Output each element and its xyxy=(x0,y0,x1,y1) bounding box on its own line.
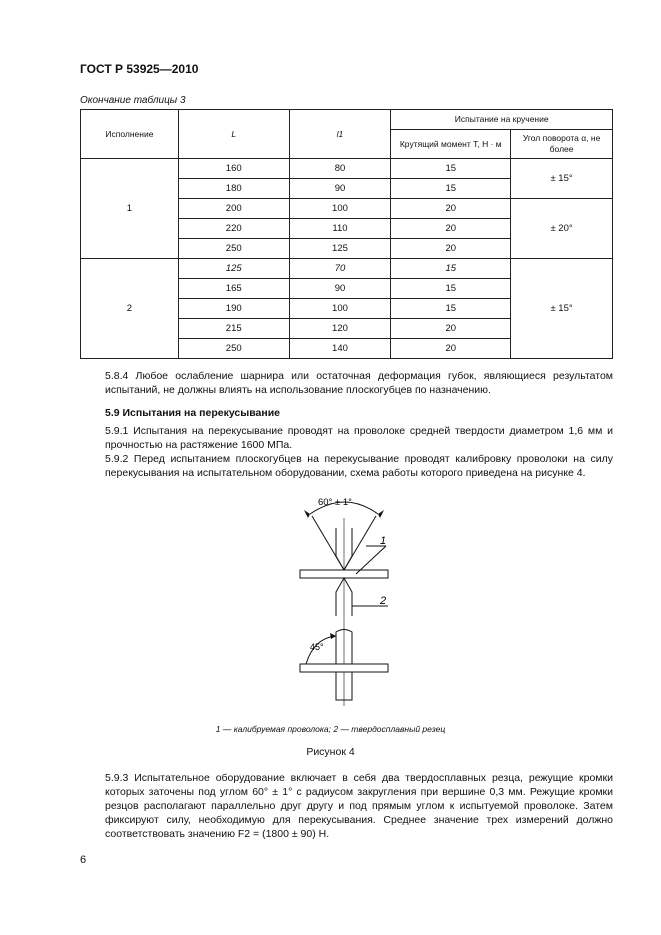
paragraph-5-8-4 xyxy=(80,369,613,397)
execution-cell: 2 xyxy=(81,259,179,359)
cell-l1: 80 xyxy=(289,159,391,179)
cell-torque: 20 xyxy=(391,199,511,219)
cell-torque: 15 xyxy=(391,179,511,199)
cell-torque: 15 xyxy=(391,299,511,319)
figure-legend: 1 — калибруемая проволока; 2 — твердосплавный резец xyxy=(215,724,446,734)
cell-torque: 15 xyxy=(391,279,511,299)
header-torsion-test: Испытание на кручение xyxy=(391,110,613,130)
cell-l1: 90 xyxy=(289,279,391,299)
cell-l1: 100 xyxy=(289,299,391,319)
figure-4-diagram xyxy=(290,492,410,712)
cell-torque: 20 xyxy=(391,219,511,239)
cell-l1: 100 xyxy=(289,199,391,219)
cell-l1: 140 xyxy=(289,339,391,359)
cell-torque: 15 xyxy=(391,159,511,179)
angle-label: 60° ± 1° xyxy=(318,497,352,508)
calibrated-wire xyxy=(300,570,388,578)
cell-L: 215 xyxy=(178,319,289,339)
paragraph-5-9-2 xyxy=(80,452,613,480)
header-angle: Угол поворота α, не более xyxy=(511,130,613,159)
paragraph-5-9-1 xyxy=(80,424,613,452)
document-header: ГОСТ Р 53925—2010 xyxy=(80,62,199,76)
cell-L: 250 xyxy=(178,339,289,359)
cell-L: 190 xyxy=(178,299,289,319)
cell-L: 200 xyxy=(178,199,289,219)
header-l1: l1 xyxy=(289,110,391,159)
cell-torque: 20 xyxy=(391,239,511,259)
execution-cell: 1 xyxy=(81,159,179,259)
cell-L: 160 xyxy=(178,159,289,179)
small-angle-arrow xyxy=(330,633,336,639)
cell-L: 220 xyxy=(178,219,289,239)
header-L: L xyxy=(178,110,289,159)
header-execution: Исполнение xyxy=(81,110,179,159)
cell-L: 180 xyxy=(178,179,289,199)
cell-torque: 20 xyxy=(391,339,511,359)
small-angle-label: 45° xyxy=(310,642,324,652)
figure-title: Рисунок 4 xyxy=(306,746,355,758)
table-caption: Окончание таблицы 3 xyxy=(80,95,186,106)
page-number: 6 xyxy=(80,854,87,866)
section-5-9-heading: 5.9 Испытания на перекусывание xyxy=(105,407,280,419)
cell-L: 250 xyxy=(178,239,289,259)
cell-angle: ± 15° xyxy=(511,259,613,359)
paragraph-5-9-3 xyxy=(80,771,613,841)
cell-l1: 90 xyxy=(289,179,391,199)
cell-angle: ± 15° xyxy=(511,159,613,199)
header-torque: Крутящий момент T, Н · м xyxy=(391,130,511,159)
cell-torque: 20 xyxy=(391,319,511,339)
cell-L: 125 xyxy=(178,259,289,279)
cell-l1: 110 xyxy=(289,219,391,239)
paragraph-text: 5.9.3 Испытательное оборудование включает в себя два твердосплавных резца, режущие кромки которых заточены под углом 60° ± 1° с радиусом закругления при вершине 0,3 мм. Режущие кромки резцов располагают параллельно друг другу и под прямым углом к испытуемой проволоке. Затем фиксируют силу, необходимую для перекусывания. Среднее значение трех измерений должно соответствовать значению F2 = (1800 ± 90) Н. xyxy=(105,772,613,840)
arrow-head-right xyxy=(378,510,384,518)
cell-l1: 125 xyxy=(289,239,391,259)
leader-label-1: 1 xyxy=(380,535,387,547)
table-3 xyxy=(80,109,613,359)
side-view-wire xyxy=(300,664,388,672)
paragraph-text: 5.9.1 Испытания на перекусывание проводят на проволоке средней твердости диаметром 1,6 мм и прочностью на растяжение 1600 МПа. xyxy=(105,425,613,451)
cell-torque: 15 xyxy=(391,259,511,279)
cell-L: 165 xyxy=(178,279,289,299)
arrow-head-left xyxy=(304,510,310,518)
cell-l1: 120 xyxy=(289,319,391,339)
leader-label-2: 2 xyxy=(380,595,387,607)
paragraph-text: 5.9.2 Перед испытанием плоскогубцев на перекусывание проводят калибровку проволоки на силу перекусывания на испытательном оборудовании, схема работы которого приведена на рисунке 4. xyxy=(105,453,613,479)
paragraph-text: 5.8.4 Любое ослабление шарнира или остаточная деформация губок, являющиеся результатом испытаний, не должны влиять на использование плоскогубцев по назначению. xyxy=(105,370,613,396)
cell-l1: 70 xyxy=(289,259,391,279)
cell-angle: ± 20° xyxy=(511,199,613,259)
